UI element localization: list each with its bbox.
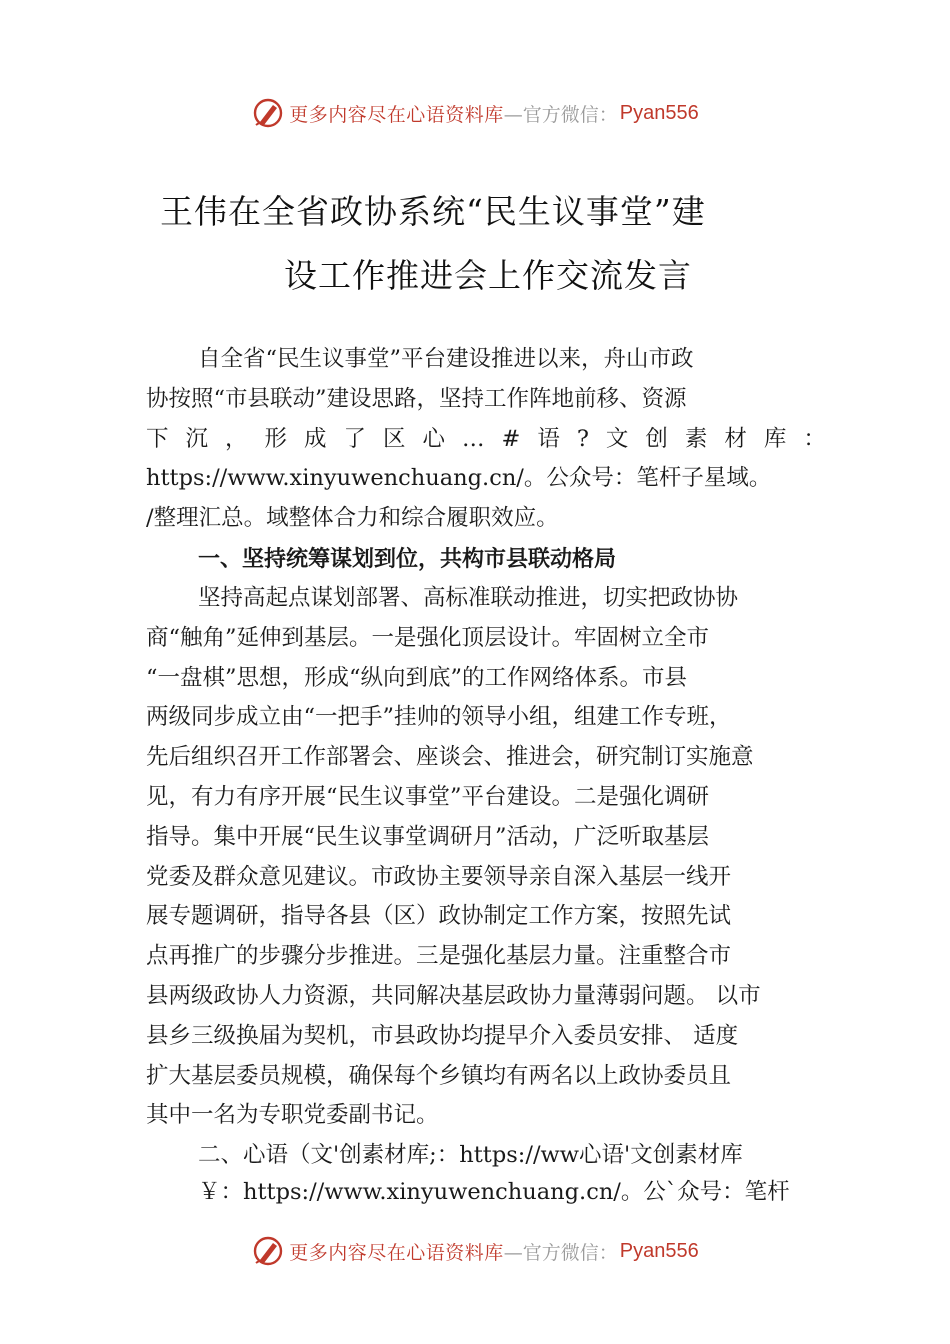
char: 区 [383,425,406,452]
char: 下 [146,425,169,452]
text-line: 坚持高起点谋划部署、高标准联动推进，切实把政协协 [198,584,739,611]
section1-heading: 一、坚持统筹谋划到位，共构市县联动格局 [198,545,617,571]
text-line: 商“触角”延伸到基层。一是强化顶层设计。牢固树立全市 [146,624,710,651]
char: 心 [422,425,446,452]
char: 素 [684,425,708,452]
text-line: “一盘棋”思想，形成“纵向到底”的工作网络体系。市县 [146,664,688,691]
char: 成 [304,425,327,452]
watermark-header [0,96,950,130]
text-line: 县乡三级换届为契机，市县政协均提早介入委员安排、 适度 [146,1022,739,1049]
char: ： [803,425,826,452]
text-line: 两级同步成立由“一把手”挂帅的领导小组，组建工作专班， [146,704,732,731]
char: 了 [343,425,367,452]
text-line: 展专题调研，指导各县（区）政协制定工作方案，按照先试 [146,903,732,930]
text-line: /整理汇总。域整体合力和综合履职效应。 [146,505,559,532]
watermark-footer [0,1234,950,1268]
char: 沉 [185,425,209,452]
text-line: 见，有力有序开展“民生议事堂”平台建设。二是强化调研 [146,783,710,810]
document-title-line2: 设工作推进会上作交流发言 [284,256,692,295]
char: 创 [645,425,668,452]
intro-paragraph [146,340,826,539]
watermark-main-text: 更多内容尽在心语资料库 [289,1241,504,1264]
watermark-wechat-id: Pyan556 [619,101,699,124]
text-line: 二、心语（文'创素材库;：https://ww心语'文创素材库 [198,1142,743,1169]
watermark-dash-text: —官方微信： [503,1241,618,1264]
char: 材 [724,425,747,452]
text-line-spread [146,420,826,460]
watermark-wechat-id: Pyan556 [619,1239,699,1262]
document-title-line1: 王伟在全省政协系统“民生议事堂”建 [160,192,706,231]
text-line: 其中一名为专职党委副书记。 [146,1102,439,1129]
watermark-dash-text: —官方微信： [503,103,618,126]
char: … [462,425,485,452]
text-line: 先后组织召开工作部署会、座谈会、推进会，研究制订实施意 [146,744,754,771]
char: 库 [763,425,787,452]
pen-logo-icon [251,96,285,130]
char: 文 [605,425,629,452]
text-line: 扩大基层委员规模，确保每个乡镇均有两名以上政协委员且 [146,1062,732,1089]
char: ? [576,425,589,452]
document-body [146,340,826,1208]
char: 语 [537,425,560,452]
text-line: 点再推广的步骤分步推进。三是强化基层力量。注重整合市 [146,943,732,970]
section2-paragraph [146,1136,826,1208]
char: 形 [264,425,288,452]
text-line: 党委及群众意见建议。市政协主要领导亲自深入基层一线开 [146,863,732,890]
text-line: https://www.xinyuwenchuang.cn/。公众号：笔杆子星域。 [146,465,772,492]
text-line: 自全省“民生议事堂”平台建设推进以来，舟山市政 [198,346,694,372]
text-line: 协按照“市县联动”建设思路，坚持工作阵地前移、资源 [146,385,687,412]
text-line: 县两级政协人力资源，共同解决基层政协力量薄弱问题。 以市 [146,982,761,1009]
text-line: 指导。集中开展“民生议事堂调研月”活动，广泛听取基层 [146,823,710,850]
section1-paragraph [146,579,826,1136]
char: ， [225,425,248,452]
char: # [501,425,521,452]
watermark-main-text: 更多内容尽在心语资料库 [289,103,504,126]
pen-logo-icon [251,1234,285,1268]
text-line: ￥：https://www.xinyuwenchuang.cn/。公`众号：笔杆 [198,1178,790,1205]
